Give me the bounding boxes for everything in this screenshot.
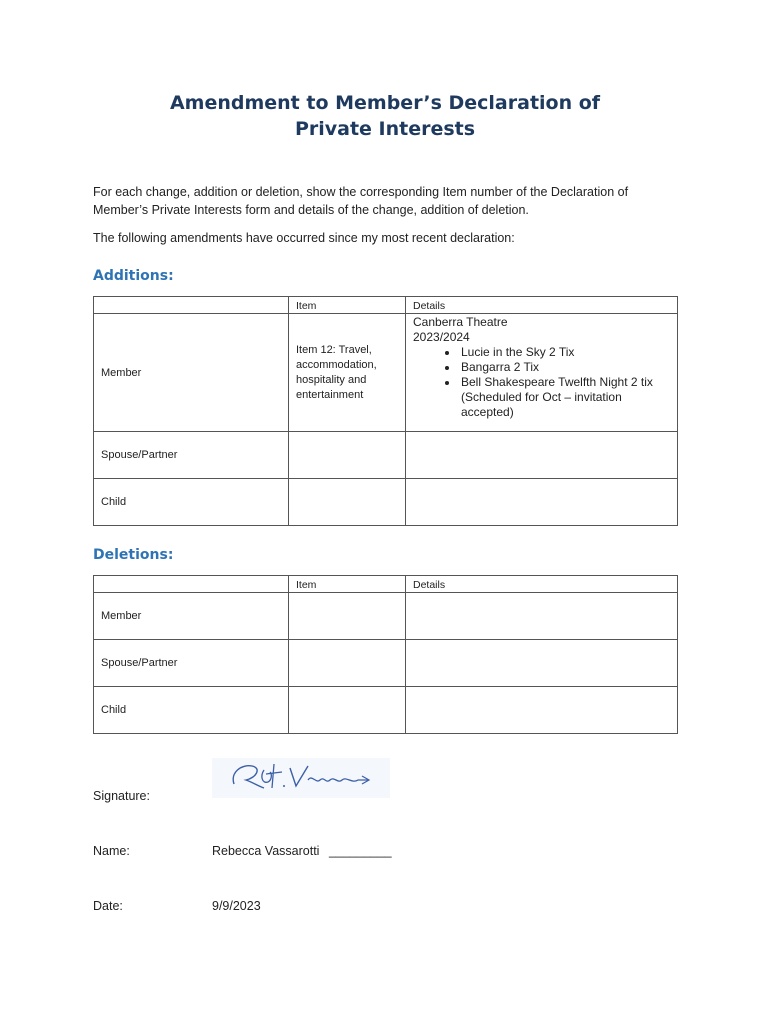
amendments-statement: The following amendments have occurred since my most recent declaration: [93, 231, 515, 245]
row-label-child: Child [94, 479, 289, 526]
name-value-line [212, 844, 392, 858]
date-label: Date: [93, 899, 123, 913]
details-cell [406, 640, 678, 687]
row-label-spouse-partner: Spouse/Partner [94, 432, 289, 479]
deletions-header-row [94, 576, 678, 593]
item-line: entertainment [296, 388, 364, 401]
item-cell [289, 687, 406, 734]
additions-table [93, 296, 678, 526]
deletions-heading: Deletions: [93, 547, 174, 563]
row-label-member: Member [94, 593, 289, 640]
details-cell [406, 687, 678, 734]
item-cell [289, 640, 406, 687]
list-item-continuation: (Scheduled for Oct – invitation [461, 390, 622, 404]
list-item: • Bangarra 2 Tix [459, 360, 670, 375]
instructions-line-1: For each change, addition or deletion, show the corresponding Item number of the Declaration of [93, 185, 629, 199]
details-cell [406, 593, 678, 640]
details-cell [406, 314, 678, 432]
details-venue: Canberra Theatre [413, 315, 508, 329]
signature-image [212, 758, 390, 798]
table-row [94, 640, 678, 687]
table-row [94, 432, 678, 479]
details-cell [406, 432, 678, 479]
header-item: Item [289, 297, 406, 314]
row-label-spouse-partner: Spouse/Partner [94, 640, 289, 687]
details-bullet-list [413, 345, 670, 420]
title-line-1: Amendment to Member’s Declaration of [169, 92, 601, 114]
header-blank-cell [94, 576, 289, 593]
list-item: • Lucie in the Sky 2 Tix [459, 345, 670, 360]
table-row [94, 314, 678, 432]
list-item: • Bell Shakespeare Twelfth Night 2 tix [459, 375, 670, 390]
instructions-paragraph [93, 183, 683, 219]
signature-label: Signature: [93, 789, 150, 803]
item-cell [289, 432, 406, 479]
table-row [94, 479, 678, 526]
row-label-member: Member [94, 314, 289, 432]
details-season: 2023/2024 [413, 330, 470, 344]
name-value: Rebecca Vassarotti [212, 844, 320, 858]
name-underline: _________ [328, 844, 392, 858]
instructions-line-2: Member’s Private Interests form and details of the change, addition of deletion. [93, 203, 529, 217]
item-cell [289, 314, 406, 432]
header-item: Item [289, 576, 406, 593]
header-details: Details [406, 297, 678, 314]
header-blank-cell [94, 297, 289, 314]
item-cell [289, 593, 406, 640]
details-cell [406, 479, 678, 526]
header-details: Details [406, 576, 678, 593]
name-label: Name: [93, 844, 130, 858]
title-line-2: Private Interests [294, 118, 476, 140]
handwritten-signature [212, 758, 390, 798]
date-value: 9/9/2023 [212, 899, 261, 913]
table-row [94, 593, 678, 640]
row-label-child: Child [94, 687, 289, 734]
item-line: accommodation, [296, 358, 377, 371]
document-title [0, 90, 770, 142]
item-cell [289, 479, 406, 526]
deletions-table [93, 575, 678, 734]
additions-header-row [94, 297, 678, 314]
item-line: Item 12: Travel, [296, 343, 372, 356]
item-line: hospitality and [296, 373, 367, 386]
additions-heading: Additions: [93, 268, 174, 284]
list-item-continuation: accepted) [461, 405, 514, 419]
table-row [94, 687, 678, 734]
